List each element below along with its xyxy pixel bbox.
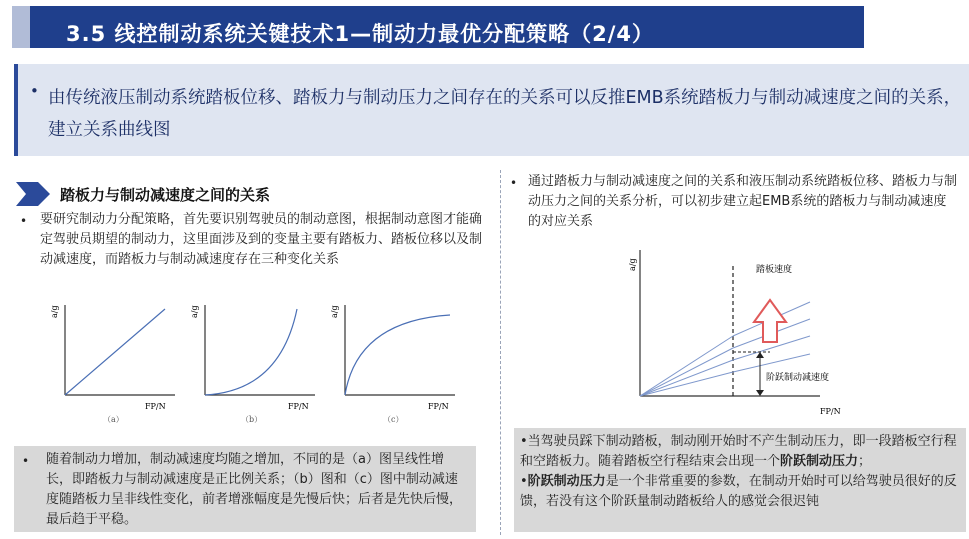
right-summary-text <box>520 432 960 512</box>
section-title: 踏板力与制动减速度之间的关系 <box>60 186 271 204</box>
chart-xlabel: FP/N <box>820 407 841 416</box>
right-box-line1-a: 当驾驶员踩下制动踏板，制动刚开始时不产生制动压力，即一段踏板空行程和空踏板力。随着踏板空行程结束会出现一个 <box>520 434 957 469</box>
graph-a-ylabel: a/g <box>50 305 59 318</box>
concave-curve <box>345 315 450 395</box>
bullet-dot: • <box>20 214 28 228</box>
bullet-dot: • <box>510 176 518 190</box>
graph-a <box>50 305 175 424</box>
graph-c-xlabel: FP/N <box>428 402 449 411</box>
page-title: 3.5 线控制动系统关键技术1—制动力最优分配策略（2/4） <box>66 22 655 46</box>
left-summary-text: 随着制动力增加，制动减速度均随之增加，不同的是（a）图呈线性增长，即踏板力与制动减速度是正比例关系；（b）图和（c）图中制动减速度随踏板力呈非线性变化，前者增涨幅度是先慢后快；后者是先快后慢，最后趋于平稳。 <box>46 452 463 527</box>
graph-b-xlabel: FP/N <box>288 402 309 411</box>
bullet-dot: • <box>30 82 39 100</box>
graph-b <box>190 305 315 424</box>
chart-label-pedal-speed: 踏板速度 <box>756 265 793 275</box>
graph-b-ylabel: a/g <box>190 305 199 318</box>
right-box-line1-b: 阶跃制动压力 <box>780 454 859 469</box>
bullet-dot: • <box>22 454 30 468</box>
graph-a-xlabel: FP/N <box>145 402 166 411</box>
chevron-arrow-icon <box>16 180 52 208</box>
right-summary-box <box>514 428 966 532</box>
column-divider <box>500 170 501 535</box>
left-paragraph: 要研究制动力分配策略，首先要识别驾驶员的制动意图，根据制动意图才能确定驾驶员期望的制动力，这里面涉及到的变量主要有踏板力、踏板位移以及制动减速度，而踏板力与制动减速度存在三种变化关系 <box>40 212 483 267</box>
right-box-line2-b: 是一个非常重要的参数，在制动开始时可以给驾驶员很好的反馈，若没有这个阶跃量制动踏板给人的感觉会很迟钝 <box>520 474 957 509</box>
graph-c-ylabel: a/g <box>330 305 339 318</box>
bullet-dot: • <box>520 474 528 489</box>
relation-graphs <box>45 293 495 428</box>
graph-c <box>330 305 455 424</box>
up-arrow-icon <box>754 300 786 342</box>
convex-curve <box>205 309 297 395</box>
right-box-line1-c: ； <box>858 454 872 469</box>
title-bar <box>30 6 864 48</box>
graph-b-caption: （b） <box>241 415 263 424</box>
bullet-dot: • <box>520 434 528 449</box>
left-summary-box <box>14 446 476 532</box>
linear-curve <box>65 309 165 395</box>
right-box-line2-a: 阶跃制动压力 <box>527 474 606 489</box>
chart-label-step-decel: 阶跃制动减速度 <box>766 373 830 383</box>
intro-box <box>14 64 969 156</box>
graph-c-caption: （c） <box>383 415 404 424</box>
pedal-force-decel-chart <box>620 244 870 419</box>
intro-text: 由传统液压制动系统踏板位移、踏板力与制动压力之间存在的关系可以反推EMB系统踏板力与制动减速度之间的关系，建立关系曲线图 <box>48 88 962 140</box>
graph-a-caption: （a） <box>103 415 124 424</box>
chart-ylabel: a/g <box>628 258 637 271</box>
right-paragraph: 通过踏板力与制动减速度之间的关系和液压制动系统踏板位移、踏板力与制动压力之间的关系分析，可以初步建立起EMB系统的踏板力与制动减速度的对应关系 <box>528 174 958 229</box>
